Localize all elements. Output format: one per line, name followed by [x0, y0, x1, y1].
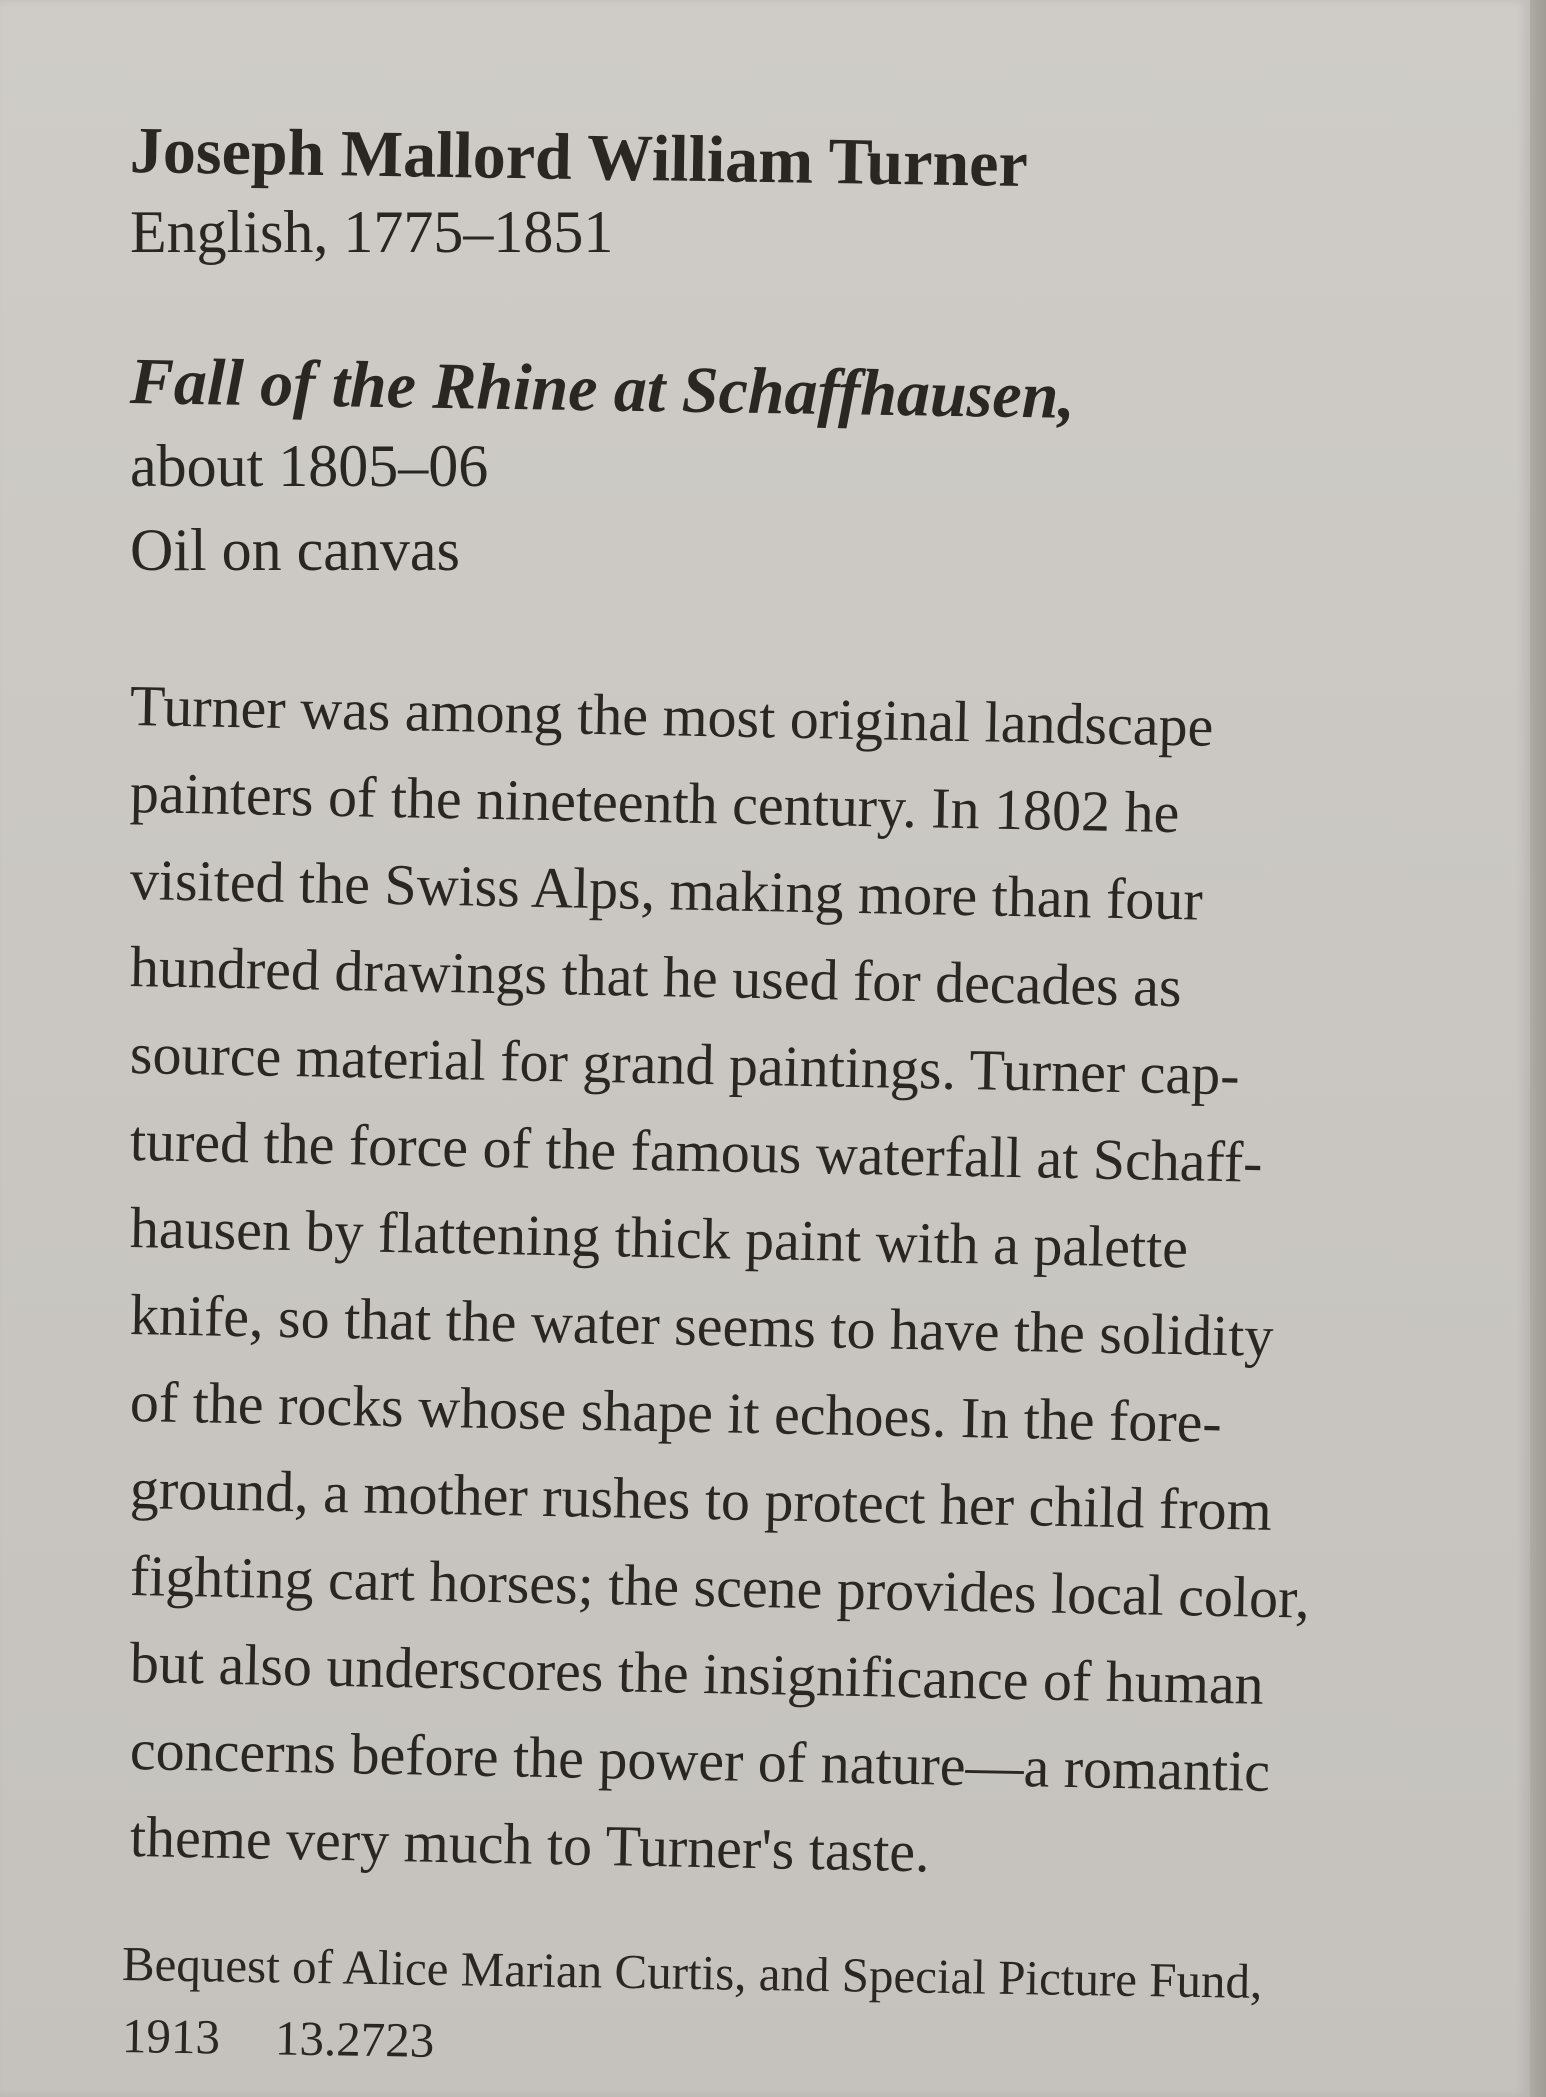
- description-line: hundred drawings that he used for decades as: [129, 934, 1183, 1020]
- description-line: source material for grand paintings. Turner cap-: [129, 1021, 1241, 1108]
- description-line: painters of the nineteenth century. In 1802 he: [129, 760, 1180, 846]
- artist-name: Joseph Mallord William Turner: [129, 114, 1029, 202]
- description-line: tured the force of the famous waterfall at Schaff-: [129, 1108, 1264, 1195]
- description-line: theme very much to Turner's taste.: [129, 1804, 931, 1885]
- accession-number: 13.2723: [274, 2010, 435, 2068]
- credit-year: 1913: [121, 2008, 221, 2065]
- artwork-date: about 1805–06: [130, 433, 489, 499]
- museum-label: [121, 110, 1520, 2072]
- description-line: ground, a mother rushes to protect her child from: [129, 1456, 1273, 1543]
- description-text: [129, 662, 1520, 1885]
- artwork-title: Fall of the Rhine at Schaffhausen,: [129, 345, 1076, 433]
- credit-line: [122, 1928, 1520, 2072]
- credit-text: Bequest of Alice Marian Curtis, and Special Picture Fund,: [121, 1936, 1263, 2009]
- card-edge: [1530, 0, 1546, 2097]
- description-line: concerns before the power of nature—a romantic: [129, 1717, 1271, 1804]
- artist-nationality-dates: English, 1775–1851: [130, 199, 614, 265]
- artwork-medium: Oil on canvas: [130, 517, 460, 583]
- description-line: of the rocks whose shape it echoes. In the fore-: [129, 1369, 1223, 1455]
- description-line: Turner was among the most original landscape: [129, 673, 1214, 759]
- description-line: fighting cart horses; the scene provides local color,: [129, 1543, 1311, 1631]
- description-line: hausen by flattening thick paint with a palette: [129, 1195, 1189, 1281]
- description-line: visited the Swiss Alps, making more than four: [129, 847, 1204, 933]
- description-line: but also underscores the insignificance of human: [129, 1630, 1265, 1717]
- description-line: knife, so that the water seems to have the solidity: [129, 1282, 1275, 1369]
